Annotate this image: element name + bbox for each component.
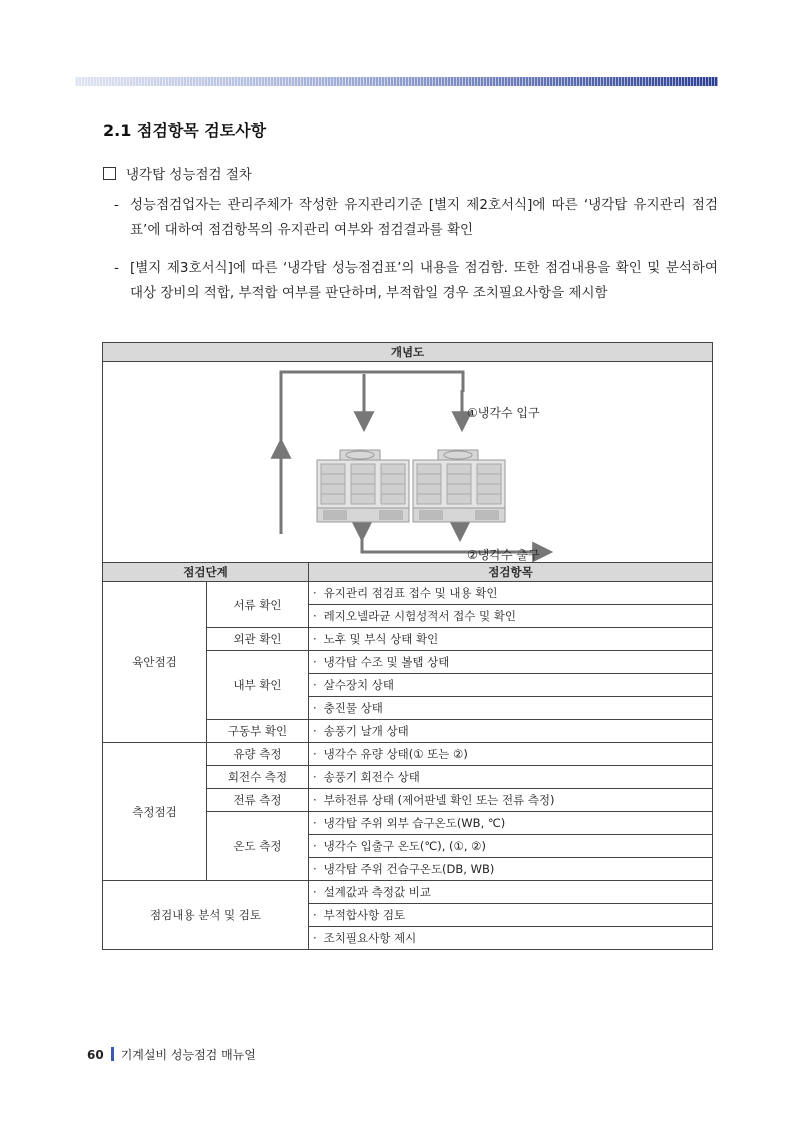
dash-marker: - [114, 260, 119, 276]
table-row [309, 789, 713, 812]
bullet-marker: · [313, 931, 317, 945]
item-text: 냉각탑 수조 및 볼탭 상태 [323, 655, 450, 669]
table-row [309, 766, 713, 789]
sub-flow: 유량 측정 [207, 743, 309, 766]
subheading-text: 냉각탑 성능점검 절차 [126, 167, 252, 183]
item-text: 부하전류 상태 (제어판넬 확인 또는 전류 측정) [323, 793, 555, 807]
footer-title: 기계설비 성능점검 매뉴얼 [120, 1048, 256, 1062]
subheading [103, 163, 252, 183]
table-row [309, 881, 713, 904]
table-row [309, 697, 713, 720]
sub-interior: 내부 확인 [207, 651, 309, 720]
table-row [309, 904, 713, 927]
bullet-marker: · [313, 747, 317, 761]
group-measure: 측정점검 [103, 743, 207, 881]
item-text: 레지오넬라균 시험성적서 접수 및 확인 [323, 609, 517, 623]
table-row [309, 812, 713, 835]
table-row [309, 720, 713, 743]
bullet-marker: · [313, 586, 317, 600]
sub-docs: 서류 확인 [207, 582, 309, 628]
table-row [309, 674, 713, 697]
item-text: 냉각탑 주위 건습구온도(DB, WB) [323, 862, 495, 876]
bullet-marker: · [313, 678, 317, 692]
item-text: 송풍기 날개 상태 [323, 724, 409, 738]
bullet-marker: · [313, 701, 317, 715]
item-text: 조치필요사항 제시 [323, 931, 417, 945]
table-row [309, 743, 713, 766]
bullet-marker: · [313, 724, 317, 738]
dash-marker: - [114, 197, 119, 213]
sub-temp: 온도 측정 [207, 812, 309, 881]
col-header-item: 점검항목 [309, 563, 713, 582]
bullet-marker: · [313, 908, 317, 922]
col-header-stage: 점검단계 [103, 563, 309, 582]
bullet-marker: · [313, 816, 317, 830]
sub-current: 전류 측정 [207, 789, 309, 812]
table-row [309, 628, 713, 651]
item-text: 냉각수 입출구 온도(℃), (①, ②) [323, 839, 486, 853]
sub-rpm: 회전수 측정 [207, 766, 309, 789]
item-text: 냉각수 유량 상태(① 또는 ②) [323, 747, 468, 761]
group-visual: 육안점검 [103, 582, 207, 743]
group-analysis: 점검내용 분석 및 검토 [103, 881, 309, 950]
item-text: 노후 및 부식 상태 확인 [323, 632, 439, 646]
table-row [309, 651, 713, 674]
item-text: 냉각탑 주위 외부 습구온도(WB, ℃) [323, 816, 506, 830]
table-row [309, 858, 713, 881]
header-decoration-bar [75, 77, 718, 86]
diagram-header: 개념도 [103, 343, 713, 362]
footer-divider [111, 1047, 114, 1061]
table-row [309, 927, 713, 950]
item-text: 부적합사항 검토 [323, 908, 406, 922]
page-number: 60 [87, 1048, 104, 1062]
paragraph-text: [별지 제3호서식]에 따른 ‘냉각탑 성능점검표’의 내용을 점검함. 또한 점검내용을 확인 및 분석하여 대상 장비의 적합, 부적합 여부를 판단하며, 부적합일 경우 조치필요사항을 제시함 [130, 260, 718, 301]
checkbox-square-icon [103, 167, 116, 180]
paragraph-1 [112, 193, 718, 243]
table-row [309, 605, 713, 628]
item-text: 송풍기 회전수 상태 [323, 770, 420, 784]
bullet-marker: · [313, 609, 317, 623]
inlet-label: ①냉각수 입구 [467, 406, 540, 420]
bullet-marker: · [313, 839, 317, 853]
outlet-label: ②냉각수 출구 [467, 548, 540, 562]
sub-exterior: 외관 확인 [207, 628, 309, 651]
diagram-svg [103, 362, 711, 562]
cooling-tower-unit-right [413, 450, 505, 522]
cooling-tower-unit-left [317, 450, 409, 522]
cooling-tower-diagram [103, 362, 713, 563]
bullet-marker: · [313, 793, 317, 807]
bullet-marker: · [313, 885, 317, 899]
item-text: 유지관리 점검표 접수 및 내용 확인 [323, 586, 498, 600]
bullet-marker: · [313, 655, 317, 669]
paragraph-text: 성능점검업자는 관리주체가 작성한 유지관리기준 [별지 제2호서식]에 따른 ‘냉각탑 유지관리 점검표’에 대하여 점검항목의 유지관리 여부와 점검결과를 확인 [130, 197, 718, 238]
section-title: 2.1 점검항목 검토사항 [103, 121, 267, 140]
table-row [309, 582, 713, 605]
table-row [309, 835, 713, 858]
inspection-table [102, 342, 713, 950]
paragraph-2 [112, 256, 718, 306]
item-text: 충진물 상태 [323, 701, 383, 715]
page-footer [87, 1046, 256, 1063]
sub-drive: 구동부 확인 [207, 720, 309, 743]
bullet-marker: · [313, 632, 317, 646]
bullet-marker: · [313, 862, 317, 876]
item-text: 살수장치 상태 [323, 678, 394, 692]
bullet-marker: · [313, 770, 317, 784]
item-text: 설계값과 측정값 비교 [323, 885, 431, 899]
